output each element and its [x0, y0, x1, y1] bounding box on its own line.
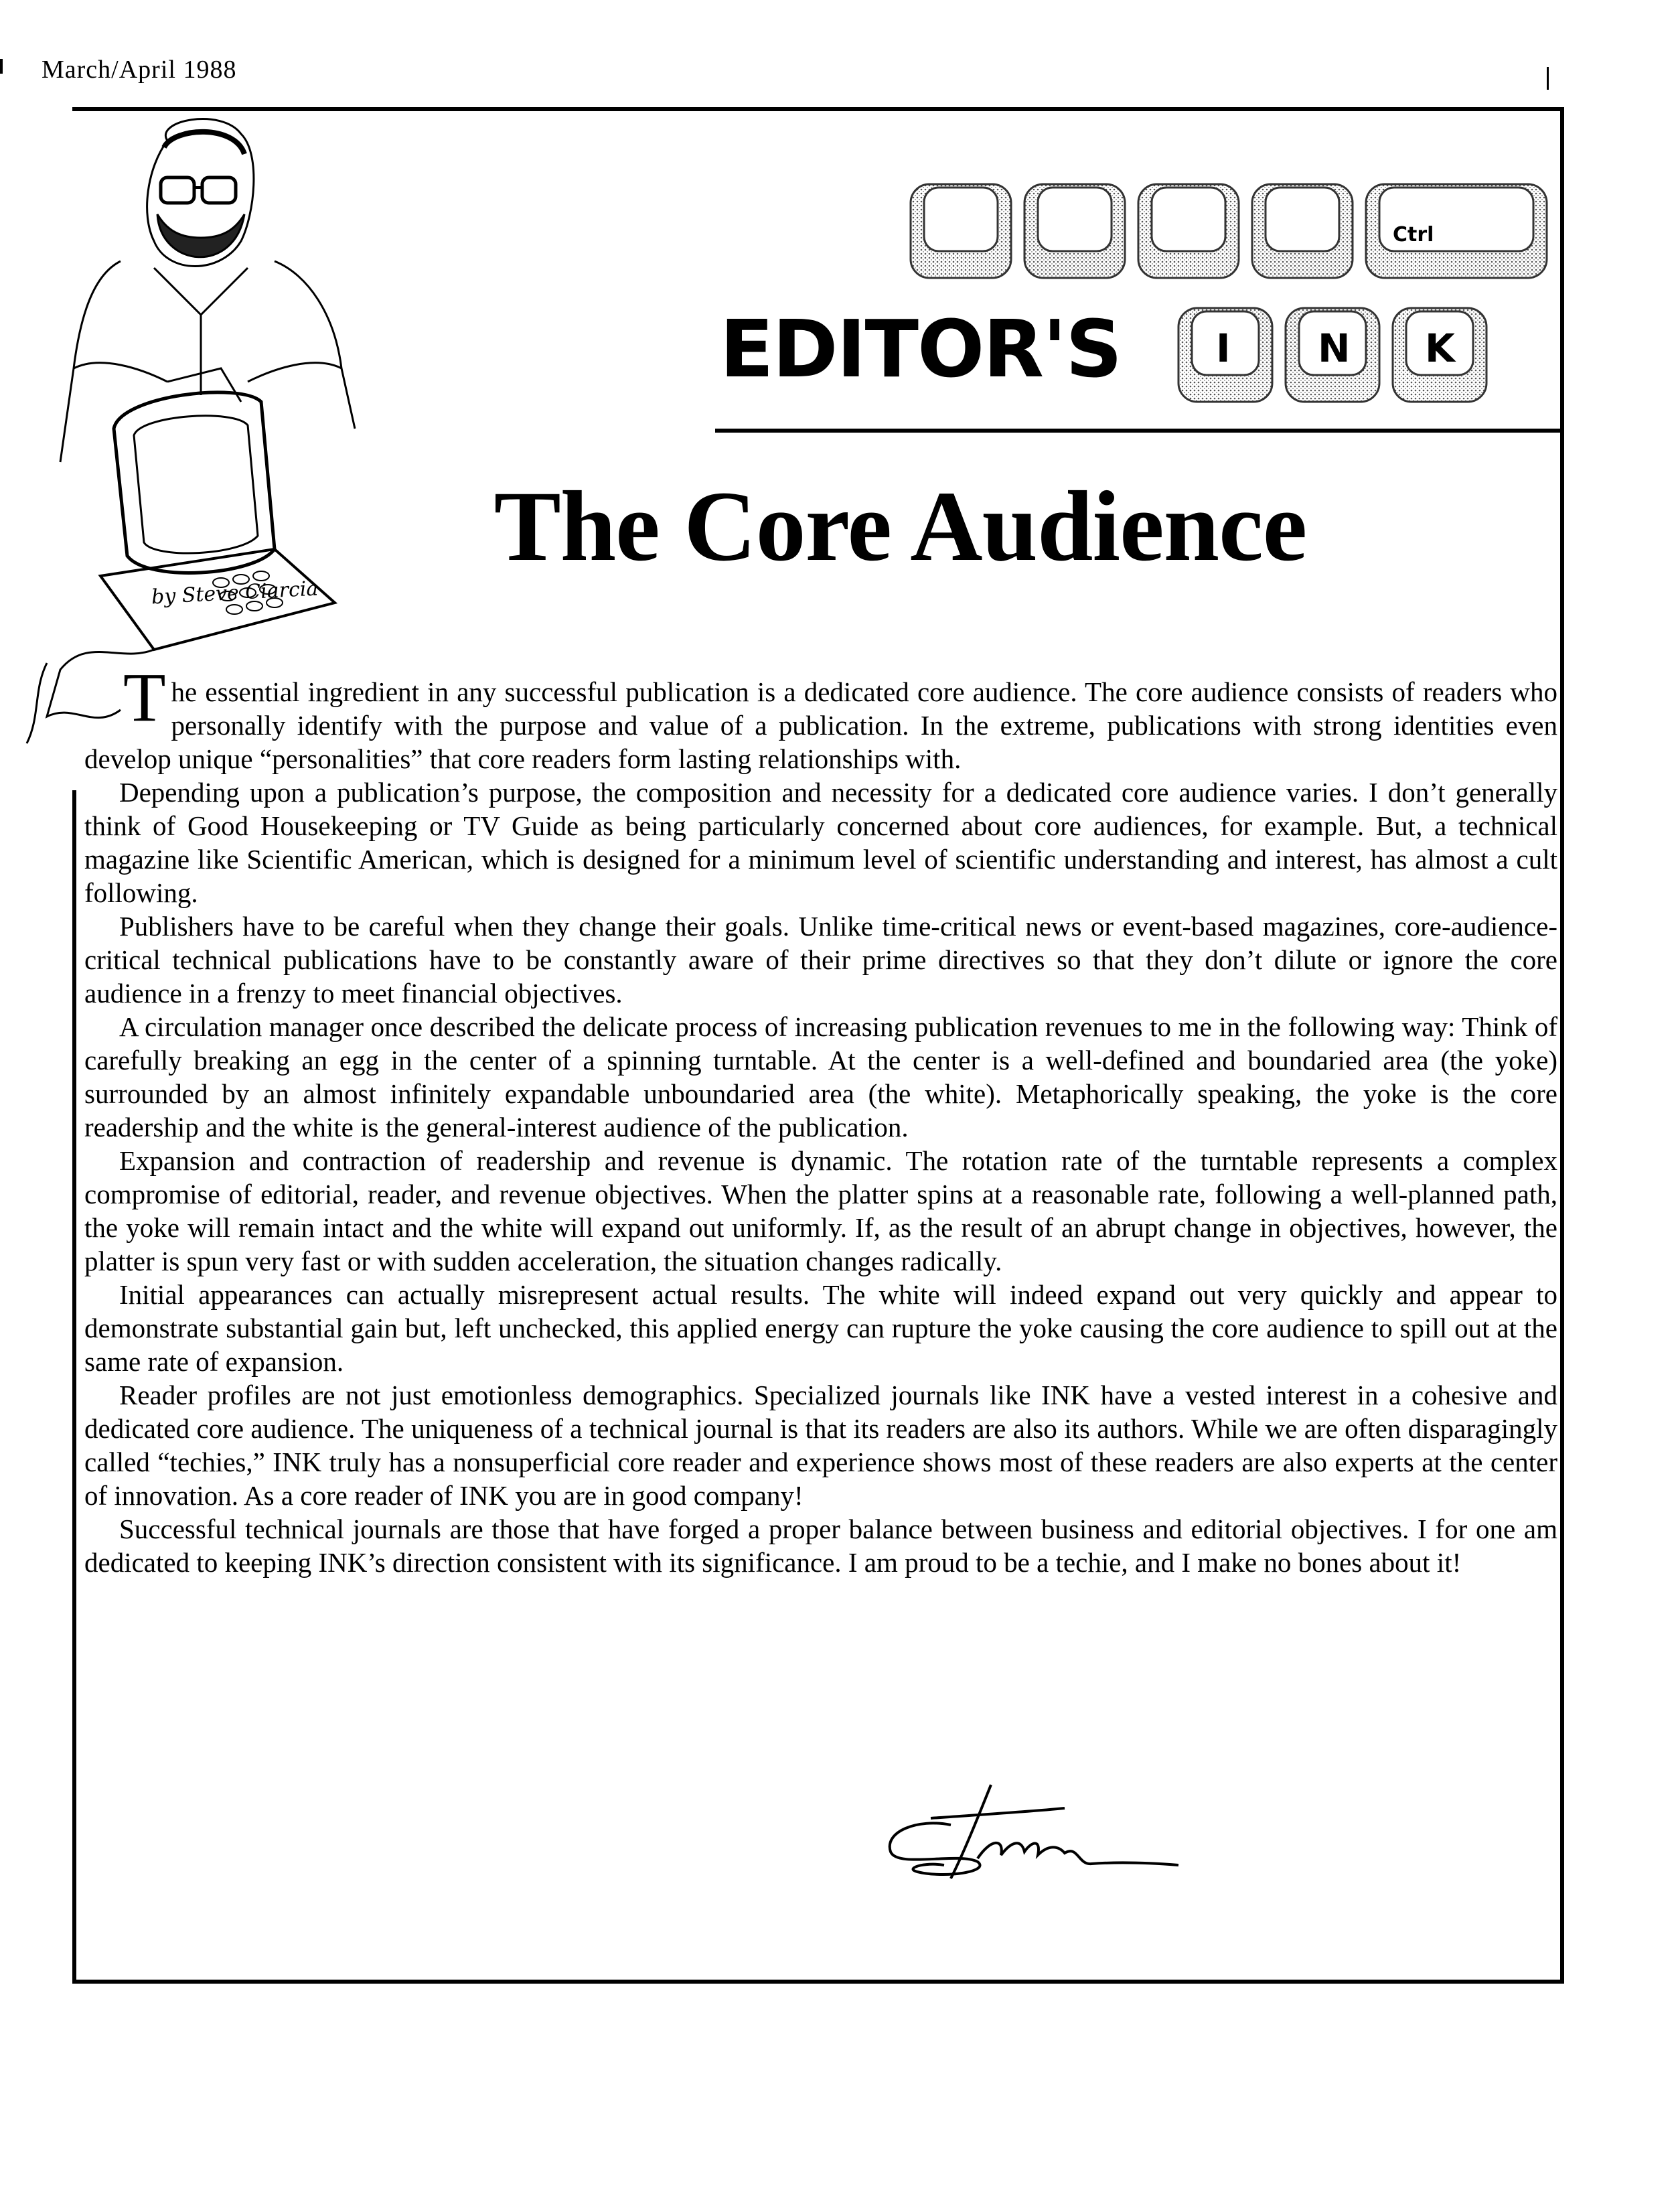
article-paragraph: Initial appearances can actually misrepresent actual results. The white will indeed expand out very quickly and appear to demonstrate substantial gain but, left unchecked, this applied energy can rupture the yoke causing the core audience to spill out at the same rate of expansion. — [84, 1279, 1557, 1377]
article-paragraph: The essential ingredient in any successful publication is a dedicated core audience. The core audience consists of readers who personally identify with the purpose and value of a publication. In the extreme, publications with strong identities even develop unique “personalities” that core readers form lasting relationships with. — [84, 659, 1557, 774]
logo-underline — [715, 429, 1564, 433]
key-i-label: I — [1216, 325, 1231, 371]
frame-bottom-border — [72, 1980, 1564, 1984]
author-signature — [877, 1778, 1185, 1892]
keycap-row — [911, 184, 1547, 278]
article-paragraph: Depending upon a publication’s purpose, the composition and necessity for a dedicated core audience varies. I don’t generally think of Good Housekeeping or TV Guide as being particularly concerned about core audiences, for example. But, a technical magazine like Scientific American, which is designed for a minimum level of scientific understanding and interest, has almost a cult following. — [84, 777, 1557, 908]
margin-mark — [0, 59, 3, 74]
ctrl-key-label: Ctrl — [1393, 223, 1434, 246]
editor-illustration — [20, 114, 449, 757]
frame-right-border — [1560, 107, 1564, 1984]
key-n-label: N — [1318, 325, 1351, 371]
article-title: The Core Audience — [493, 471, 1307, 582]
corner-mark — [1547, 67, 1549, 90]
frame-left-border — [72, 790, 76, 1984]
article-body — [84, 659, 1557, 1579]
drop-cap: T — [123, 659, 166, 736]
article-paragraph: Successful technical journals are those that have forged a proper balance between business and editorial objectives. I for one am dedicated to keeping INK’s direction consistent with its significance. I am proud to be a techie, and I make no bones about it! — [84, 1514, 1557, 1578]
article-paragraph: A circulation manager once described the delicate process of increasing publication revenues to me in the following way: Think of carefully breaking an egg in the center of a spinning turntable. At the center is a well-defined and boundaried area (the yoke) surrounded by an almost infinitely expandable unboundaried area (the white). Metaphorically speaking, the yoke is the core readership and the white is the general-interest audience of the publication. — [84, 1011, 1557, 1143]
frame-top-border — [72, 107, 1564, 111]
key-k-label: K — [1425, 325, 1455, 371]
illustration-byline: by Steve Ciarcia — [151, 577, 319, 609]
article-paragraph: Reader profiles are not just emotionless demographics. Specialized journals like INK have a vested interest in a cohesive and dedicated core audience. The uniqueness of a technical journal is that its readers are also its authors. While we are often disparagingly called “techies,” INK truly has a nonsuperficial core reader and experience shows most of these readers are also experts at the center of innovation. As a core reader of INK you are in good company! — [84, 1380, 1557, 1511]
article-paragraph: Expansion and contraction of readership and revenue is dynamic. The rotation rate of the turntable represents a complex compromise of editorial, reader, and revenue objectives. When the platter spins at a reasonable rate, following a well-planned path, the yoke will remain intact and the white will expand out uniformly. If, as the result of an abrupt change in objectives, however, the platter is spun very fast or with sudden acceleration, the situation changes radically. — [84, 1145, 1557, 1276]
issue-dateline: March/April 1988 — [42, 56, 237, 84]
article-paragraph: Publishers have to be careful when they change their goals. Unlike time-critical news or event-based magazines, core-audience-critical technical publications have to be constantly aware of their prime directives so that they don’t dilute or ignore the core audience in a frenzy to meet financial objectives. — [84, 911, 1557, 1009]
editors-logo-text: EDITOR'S — [720, 303, 1122, 395]
